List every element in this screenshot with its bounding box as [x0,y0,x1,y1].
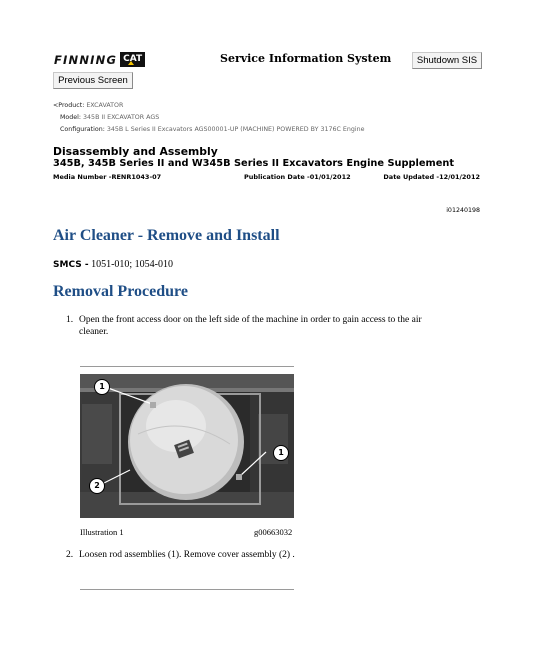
step-1 [66,315,486,339]
smcs-codes: 1051-010; 1054-010 [91,259,174,270]
media-number: Media Number -RENR1043-07 [53,173,162,181]
model-line [60,114,159,121]
divider [80,366,294,367]
step-2 [66,550,486,562]
step-number: 1. [66,315,74,325]
product-back-icon[interactable]: < [53,102,59,109]
divider [80,589,294,590]
date-updated: Date Updated -12/01/2012 [383,173,480,181]
configuration-label: Configuration: [60,126,105,133]
step-text: Loosen rod assemblies (1). Remove cover assembly (2) . [79,550,295,560]
document-subheading: 345B, 345B Series II and W345B Series II Excavators Engine Supplement [53,158,455,169]
illustration-label: Illustration 1 [80,527,124,537]
product-line [53,102,123,109]
step-number: 2. [66,550,74,560]
cat-logo-icon: CAT [120,52,145,67]
callout-2: 2 [89,478,105,494]
publication-date: Publication Date -01/01/2012 [244,173,351,181]
model-value: 345B II EXCAVATOR AGS [83,114,160,121]
document-heading: Disassembly and Assembly [53,145,218,158]
callout-1-right: 1 [273,445,289,461]
model-label: Model: [60,114,82,121]
finning-cat-logo [54,51,145,68]
illustration-code: g00663032 [254,527,293,537]
configuration-line [60,126,364,133]
smcs-line [53,259,173,270]
callout-1-top: 1 [94,379,110,395]
illustration-photo [80,374,294,518]
system-title: Service Information System [220,52,392,65]
smcs-label: SMCS - [53,260,89,270]
configuration-value: 345B L Series II Excavators AGS00001-UP (MACHINE) POWERED BY 3176C Engine [106,126,365,133]
shutdown-sis-button[interactable]: Shutdown SIS [412,52,482,69]
product-value: EXCAVATOR [86,102,124,109]
product-label: Product: [58,102,85,109]
previous-screen-button[interactable]: Previous Screen [53,72,133,89]
step-text-continued: cleaner. [79,326,109,337]
step-text: Open the front access door on the left side of the machine in order to gain access to the air [79,315,422,325]
section-title: Removal Procedure [53,283,188,300]
article-title: Air Cleaner - Remove and Install [53,227,280,244]
document-id: i01240198 [446,207,480,214]
logo-wordmark: FINNING [54,52,118,67]
